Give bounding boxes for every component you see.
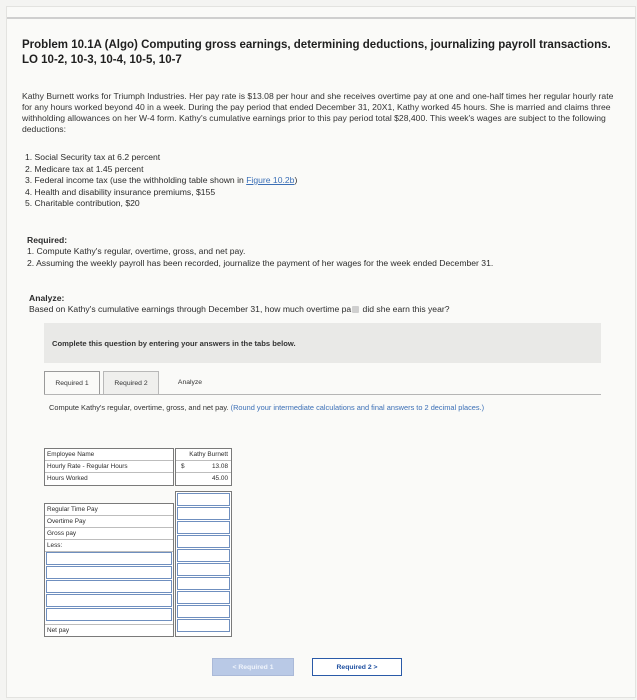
analyze-text-after: did she earn this year? xyxy=(360,304,450,314)
deduction-name-input[interactable] xyxy=(46,594,172,607)
deduction-amount-input[interactable] xyxy=(177,563,230,576)
next-tab-button[interactable]: Required 2 > xyxy=(312,658,402,676)
regular-pay-label: Regular Time Pay xyxy=(45,504,173,516)
rounding-hint: (Round your intermediate calculations and final answers to 2 decimal places.) xyxy=(230,403,485,412)
deduction-item: 2. Medicare tax at 1.45 percent xyxy=(25,163,144,174)
worksheet-pay-values xyxy=(175,491,232,637)
deduction-item: 4. Health and disability insurance premiums, $155 xyxy=(25,186,216,197)
employee-name-value: Kathy Burnett xyxy=(176,449,231,461)
tab-required-1[interactable]: Required 1 xyxy=(44,371,100,395)
net-pay-label: Net pay xyxy=(45,624,173,636)
deduction-name-input[interactable] xyxy=(46,608,172,621)
extra-amount-input[interactable] xyxy=(177,535,230,548)
hourly-rate-label: Hourly Rate - Regular Hours xyxy=(45,461,173,473)
deductions-list xyxy=(25,152,525,210)
deduction-name-input[interactable] xyxy=(46,552,172,565)
worksheet-header-labels xyxy=(44,448,174,486)
rate-amount: 13.08 xyxy=(212,463,228,470)
previous-tab-button[interactable]: < Required 1 xyxy=(212,658,294,676)
analyze-heading: Analyze: xyxy=(29,293,65,303)
deduction-3-suffix: ) xyxy=(294,175,298,185)
deduction-item: 1. Social Security tax at 6.2 percent xyxy=(25,152,161,162)
cursor-icon xyxy=(352,306,359,313)
deduction-3-prefix: 3. Federal income tax (use the withholding table shown in xyxy=(25,175,247,185)
worksheet-pay-labels xyxy=(44,503,174,637)
deduction-amount-input[interactable] xyxy=(177,577,230,590)
deduction-amount-input[interactable] xyxy=(177,591,230,604)
overtime-pay-label: Overtime Pay xyxy=(45,516,173,528)
hourly-rate-value xyxy=(176,461,231,473)
worksheet-header-values xyxy=(175,448,232,486)
hours-worked-value: 45.00 xyxy=(212,475,228,482)
problem-intro: Kathy Burnett works for Triumph Industries. Her pay rate is $13.08 per hour and she receives overtime pay at one and one-half times her regular hourly rate for any hours worked beyond 40 in a week. During the pay period that ended December 31, 20X1, Kathy worked 45 hours. She is married and claims three withholding allowances on her W-4 form. Kathy's cumulative earnings prior to this pay period total $28,400. This week's wages are subject to the following deductions: xyxy=(22,91,614,134)
top-divider xyxy=(7,17,635,19)
deduction-item: 5. Charitable contribution, $20 xyxy=(25,198,140,208)
deduction-amount-input[interactable] xyxy=(177,549,230,562)
net-pay-input[interactable] xyxy=(177,619,230,632)
instruction-box xyxy=(44,323,601,363)
tab-required-2[interactable]: Required 2 xyxy=(103,371,159,395)
deduction-item xyxy=(25,175,525,187)
tab-analyze[interactable]: Analyze xyxy=(177,379,203,386)
gross-pay-input[interactable] xyxy=(177,521,230,534)
deduction-name-input[interactable] xyxy=(46,580,172,593)
required-list xyxy=(27,246,617,269)
problem-title: Problem 10.1A (Algo) Computing gross earnings, determining deductions, journalizing payroll transactions. LO 10-2, 10-3, 10-4, 10-5, 10-7 xyxy=(22,39,611,66)
hours-worked-label: Hours Worked xyxy=(47,475,88,482)
tab-panel xyxy=(44,394,601,690)
panel-instruction xyxy=(49,403,579,413)
page xyxy=(6,6,636,698)
instruction-text: Complete this question by entering your answers in the tabs below. xyxy=(52,339,296,348)
deduction-amount-input[interactable] xyxy=(177,605,230,618)
currency-symbol: $ xyxy=(181,463,185,470)
overtime-pay-input[interactable] xyxy=(177,507,230,520)
deduction-name-input[interactable] xyxy=(46,566,172,579)
required-heading: Required: xyxy=(27,235,68,245)
analyze-text xyxy=(29,304,619,315)
analyze-text-before: Based on Kathy's cumulative earnings through December 31, how much overtime pa xyxy=(29,304,352,314)
gross-pay-label: Gross pay xyxy=(45,528,173,540)
employee-name-label: Employee Name xyxy=(45,449,173,461)
panel-instruction-text: Compute Kathy's regular, overtime, gross, and net pay. xyxy=(49,403,229,412)
less-label: Less: xyxy=(45,540,173,552)
regular-pay-input[interactable] xyxy=(177,493,230,506)
required-item: 1. Compute Kathy's regular, overtime, gross, and net pay. xyxy=(27,246,246,256)
figure-link[interactable]: Figure 10.2b xyxy=(246,175,295,185)
required-item: 2. Assuming the weekly payroll has been recorded, journalize the payment of her wages for the week ended December 31. xyxy=(27,257,494,268)
